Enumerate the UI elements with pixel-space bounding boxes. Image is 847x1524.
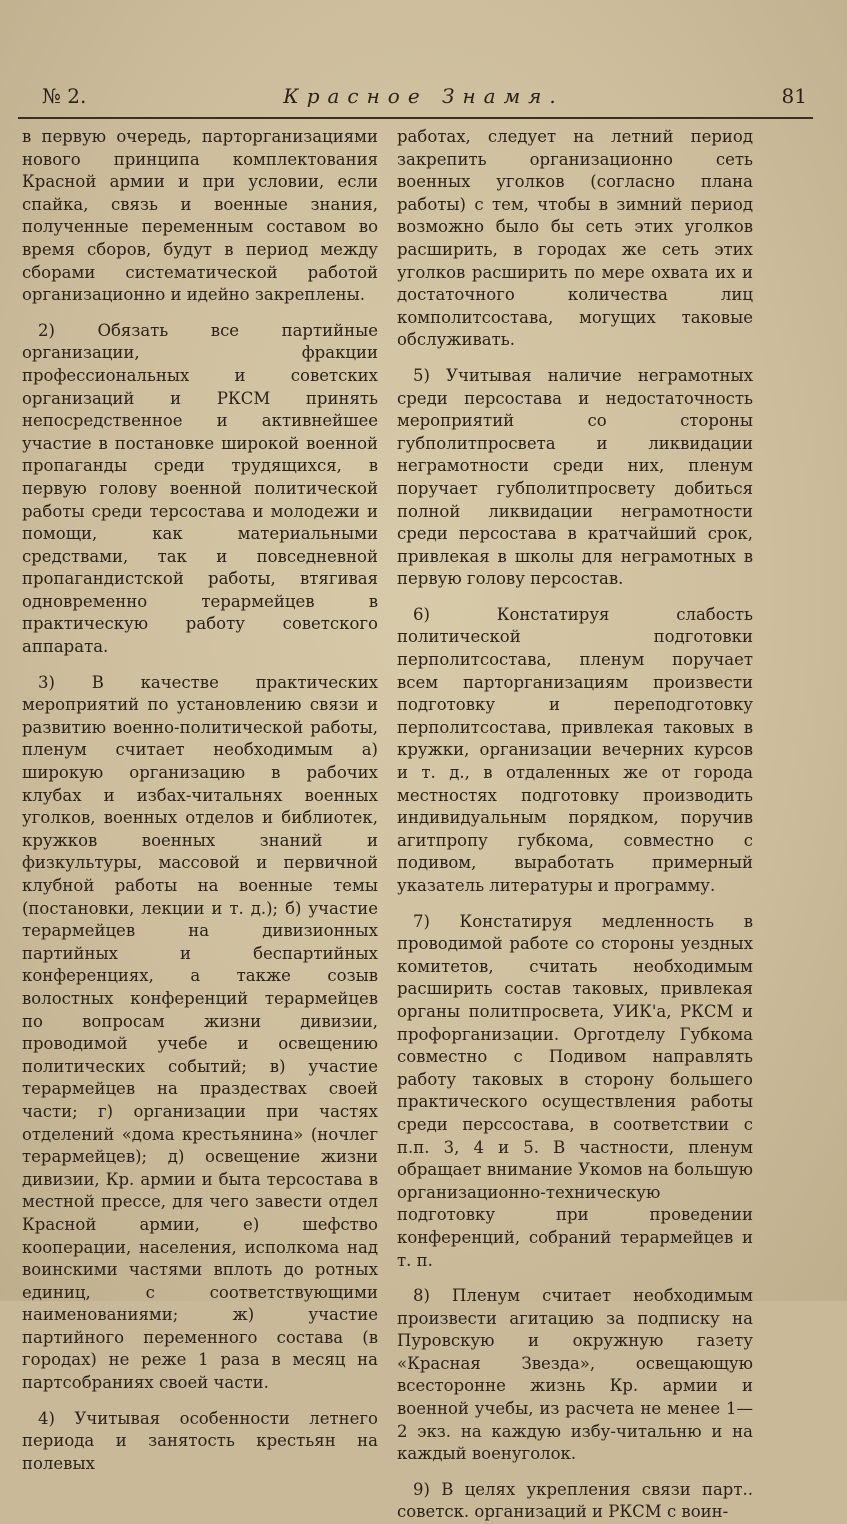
paragraph: в первую очередь, парторганизациями нового принципа комплектования Красной армии и при условии, если спайка, связь и военные знания, полученные переменным составом во время сборов, будут в период между сборами систематической работой организационно и идейно закреплены.	[22, 127, 378, 305]
paragraph: 2) Обязать все партийные организации, фракции профессиональных и советских организаций и РКСМ принять непосредственное и активнейшее участие в постановке широкой военной пропаганды среди трудящихся, в первую голову военной политической работы среди терсостава и молодежи и помощи, как материальными средствами, так и повседневной пропагандистской работы, втягивая одновременно терармейцев в практическую работу советского аппарата.	[22, 320, 378, 657]
issue-number: № 2.	[42, 84, 87, 108]
paragraph: 9) В целях укрепления связи парт.. советск. организаций и РКСМ с воин-	[397, 1479, 753, 1522]
paragraph: 5) Учитывая наличие неграмотных среди персостава и недостаточность мероприятий со стороны губполитпросвета и ликвидации неграмотности среди них, пленум поручает губполитпросвету добиться полной ликвидации неграмотности среди персостава в кратчайший срок, привлекая в школы для неграмотных в первую голову персостав.	[397, 365, 753, 589]
paragraph: 4) Учитывая особенности летнего периода и занятость крестьян на полевых	[22, 1408, 378, 1473]
page-number: 81	[781, 84, 807, 108]
newspaper-title: Красное Знамя.	[283, 84, 564, 108]
paragraph: 8) Пленум считает необходимым произвести агитацию за подписку на Пуровскую и окружную газету «Красная Звезда», освещающую всесторонне жизнь Кр. армии и военной учебы, из расчета не менее 1—2 экз. на каждую избу-читальню и на каждый военуголок.	[397, 1286, 753, 1464]
right-column	[397, 126, 753, 1522]
header-rule	[18, 117, 813, 119]
paragraph: работах, следует на летний период закрепить организационно сеть военных уголков (согласно плана работы) с тем, чтобы в зимний период возможно было бы сеть этих уголков расширить, в городах же сеть этих уголков расширить по мере охвата их и достаточного количества лиц комполитсостава, могущих таковые обслуживать.	[397, 127, 753, 350]
paragraph: 7) Констатируя медленность в проводимой работе со стороны уездных комитетов, считать необходимым расширить состав таковых, привлекая органы политпросвета, УИК'а, РКСМ и профорганизации. Орготделу Губкома совместно с Подивом направлять работу таковых в сторону большего практического осуществления работы среди перссостава, в соответствии с п.п. 3, 4 и 5. В частности, пленум обращает внимание Укомов на большую организационно-техническую подготовку при проведении конференций, собраний терармейцев и т. п.	[397, 911, 753, 1270]
left-column	[22, 126, 378, 1473]
page-header	[0, 80, 847, 114]
paragraph: 3) В качестве практических мероприятий по установлению связи и развитию военно-политической работы, пленум считает необходимым а) широкую организацию в рабочих клубах и избах-читальнях военных уголков, военных отделов и библиотек, кружков военных знаний и физкультуры, массовой и первичной клубной работы на военные темы (постановки, лекции и т. д.); б) участие терармейцев на дивизионных партийных и беспартийных конференциях, а также созыв волостных конференций терармейцев по вопросам жизни дивизии, проводимой учебе и освещению политических событий; в) участие терармейцев на праздествах своей части; г) организации при частях отделений «дома крестьянина» (ночлег терармейцев); д) освещение жизни дивизии, Кр. армии и быта терсостава в местной прессе, для чего завести отдел Красной армии, е) шефство кооперации, населения, исполкома над воинскими частями вплоть до ротных единиц, с соответствующими наименованиями; ж) участие партийного переменного состава (в городах) не реже 1 раза в месяц на партсобраниях своей части.	[22, 672, 378, 1393]
paragraph: 6) Констатируя слабость политической подготовки перполитсостава, пленум поручает всем парторганизациям произвести подготовку и переподготовку перполитсостава, привлекая таковых в кружки, организации вечерних курсов и т. д., в отдаленных же от города местностях подготовку производить индивидуальным порядком, поручив агитпропу губкома, совместно с подивом, выработать примерный указатель литературы и программу.	[397, 604, 753, 895]
